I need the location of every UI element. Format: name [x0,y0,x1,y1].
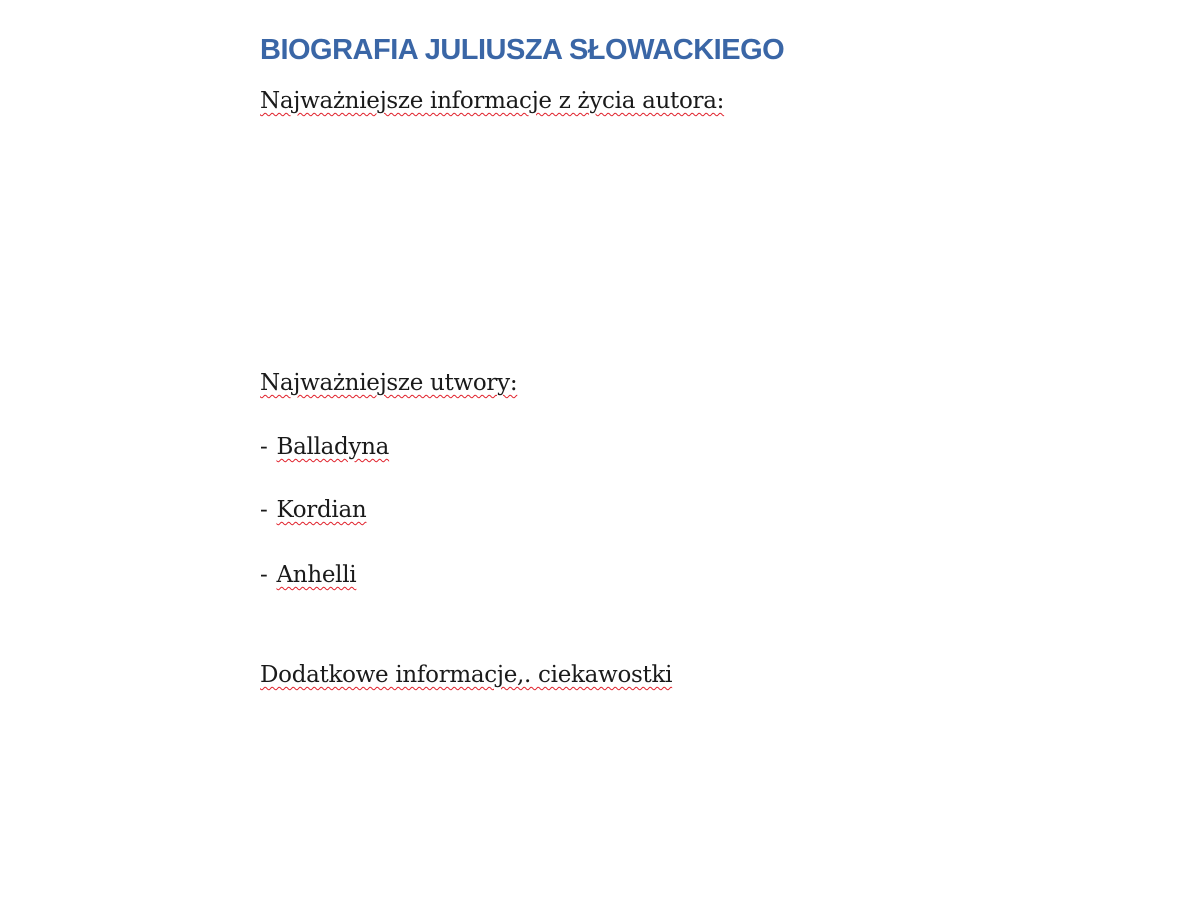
works-list-item [260,497,366,523]
work-title: Anhelli [276,562,357,588]
list-dash: - [260,434,268,460]
work-title: Kordian [276,497,367,523]
section-life-heading: Najważniejsze informacje z życia autora: [260,88,725,114]
document-title: BIOGRAFIA JULIUSZA SŁOWACKIEGO [260,34,785,66]
list-dash: - [260,562,268,588]
works-list-item [260,434,389,460]
section-works-heading: Najważniejsze utwory: [260,370,518,396]
list-dash: - [260,497,268,523]
work-title: Balladyna [276,434,390,460]
section-extra-heading: Dodatkowe informacje,. ciekawostki [260,662,673,688]
works-list-item [260,562,356,588]
